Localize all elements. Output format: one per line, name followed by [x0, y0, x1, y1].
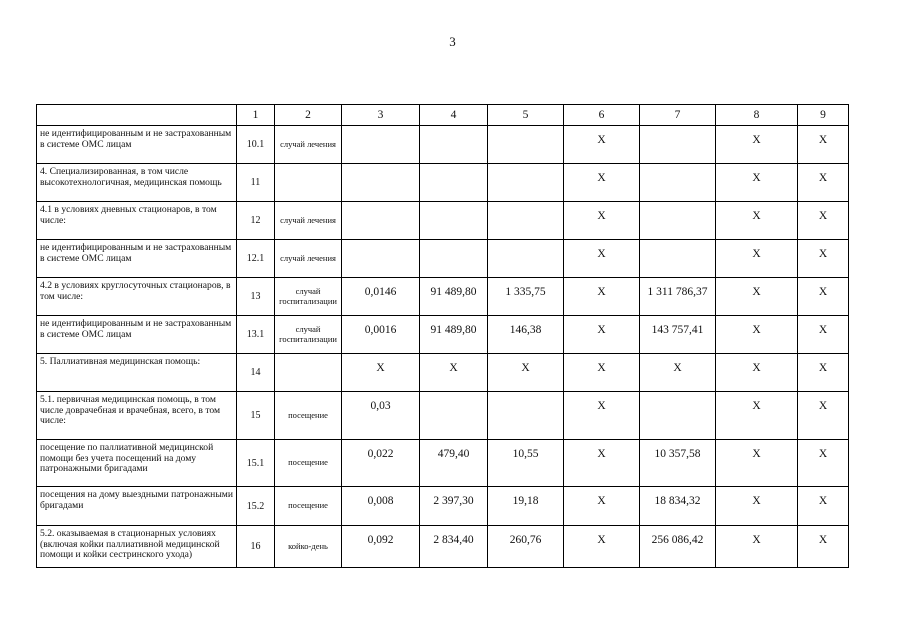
table-row — [37, 240, 849, 278]
col8-value: X — [716, 240, 798, 278]
col7-value: 1 311 786,37 — [640, 278, 716, 316]
row-description: посещения на дому выездными патронажными бригадами — [37, 487, 237, 526]
table-row — [37, 526, 849, 568]
col5-value: 1 335,75 — [488, 278, 564, 316]
row-number: 12 — [237, 202, 275, 240]
col6-value: X — [564, 526, 640, 568]
col9-value: X — [798, 126, 849, 164]
col3-value: 0,0016 — [342, 316, 420, 354]
row-unit: посещение — [275, 440, 342, 487]
row-unit: случай лечения — [275, 240, 342, 278]
col3-value: 0,008 — [342, 487, 420, 526]
row-unit: посещение — [275, 392, 342, 440]
col8-value: X — [716, 392, 798, 440]
col7-value — [640, 240, 716, 278]
col5-value — [488, 240, 564, 278]
col9-value: X — [798, 278, 849, 316]
col6-value: X — [564, 240, 640, 278]
row-unit: случай лечения — [275, 126, 342, 164]
col7-value: X — [640, 354, 716, 392]
header-cell: 1 — [237, 105, 275, 126]
col3-value — [342, 202, 420, 240]
row-number: 12.1 — [237, 240, 275, 278]
col4-value — [420, 392, 488, 440]
data-table — [36, 104, 849, 568]
col9-value: X — [798, 316, 849, 354]
row-number: 16 — [237, 526, 275, 568]
col4-value: 2 834,40 — [420, 526, 488, 568]
col6-value: X — [564, 278, 640, 316]
col3-value — [342, 164, 420, 202]
col4-value — [420, 240, 488, 278]
header-row — [37, 105, 849, 126]
row-unit: посещение — [275, 487, 342, 526]
col3-value: 0,03 — [342, 392, 420, 440]
row-description: 4.1 в условиях дневных стационаров, в том числе: — [37, 202, 237, 240]
col9-value: X — [798, 392, 849, 440]
header-cell — [37, 105, 237, 126]
row-number: 13.1 — [237, 316, 275, 354]
col4-value: 2 397,30 — [420, 487, 488, 526]
table-row — [37, 354, 849, 392]
row-description: 5.2. оказываемая в стационарных условиях (включая койки паллиативной медицинской помощи и койки сестринского ухода) — [37, 526, 237, 568]
col6-value: X — [564, 354, 640, 392]
row-number: 11 — [237, 164, 275, 202]
row-unit: койко-день — [275, 526, 342, 568]
header-cell: 3 — [342, 105, 420, 126]
col8-value: X — [716, 440, 798, 487]
row-number: 15 — [237, 392, 275, 440]
row-description: не идентифицированным и не застрахованным в системе ОМС лицам — [37, 316, 237, 354]
col5-value: 260,76 — [488, 526, 564, 568]
col5-value — [488, 164, 564, 202]
row-description: не идентифицированным и не застрахованным в системе ОМС лицам — [37, 126, 237, 164]
col3-value: 0,0146 — [342, 278, 420, 316]
row-unit: случай госпитализации — [275, 278, 342, 316]
row-description: 4. Специализированная, в том числе высокотехнологичная, медицинская помощь — [37, 164, 237, 202]
col3-value: 0,092 — [342, 526, 420, 568]
col8-value: X — [716, 202, 798, 240]
col9-value: X — [798, 240, 849, 278]
col9-value: X — [798, 164, 849, 202]
col4-value — [420, 164, 488, 202]
row-number: 15.1 — [237, 440, 275, 487]
col8-value: X — [716, 126, 798, 164]
col5-value: X — [488, 354, 564, 392]
col4-value — [420, 202, 488, 240]
header-cell: 9 — [798, 105, 849, 126]
row-unit: случай лечения — [275, 202, 342, 240]
header-cell: 7 — [640, 105, 716, 126]
col5-value — [488, 202, 564, 240]
col3-value: 0,022 — [342, 440, 420, 487]
col7-value: 10 357,58 — [640, 440, 716, 487]
col9-value: X — [798, 440, 849, 487]
row-unit — [275, 164, 342, 202]
col6-value: X — [564, 487, 640, 526]
col9-value: X — [798, 526, 849, 568]
row-unit: случай госпитализации — [275, 316, 342, 354]
col8-value: X — [716, 354, 798, 392]
table-row — [37, 126, 849, 164]
col8-value: X — [716, 487, 798, 526]
col3-value: X — [342, 354, 420, 392]
table-row — [37, 440, 849, 487]
col5-value: 19,18 — [488, 487, 564, 526]
col7-value — [640, 126, 716, 164]
col9-value: X — [798, 354, 849, 392]
col9-value: X — [798, 487, 849, 526]
col3-value — [342, 126, 420, 164]
col8-value: X — [716, 316, 798, 354]
row-number: 14 — [237, 354, 275, 392]
col7-value: 256 086,42 — [640, 526, 716, 568]
header-cell: 2 — [275, 105, 342, 126]
col5-value: 10,55 — [488, 440, 564, 487]
col7-value: 143 757,41 — [640, 316, 716, 354]
col7-value — [640, 392, 716, 440]
row-description: 4.2 в условиях круглосуточных стационаров, в том числе: — [37, 278, 237, 316]
header-cell: 8 — [716, 105, 798, 126]
col7-value — [640, 202, 716, 240]
col7-value: 18 834,32 — [640, 487, 716, 526]
col9-value: X — [798, 202, 849, 240]
row-description: не идентифицированным и не застрахованным в системе ОМС лицам — [37, 240, 237, 278]
col6-value: X — [564, 202, 640, 240]
col4-value — [420, 126, 488, 164]
col5-value: 146,38 — [488, 316, 564, 354]
col6-value: X — [564, 440, 640, 487]
col8-value: X — [716, 164, 798, 202]
table-row — [37, 316, 849, 354]
col5-value — [488, 392, 564, 440]
row-number: 10.1 — [237, 126, 275, 164]
col7-value — [640, 164, 716, 202]
col8-value: X — [716, 278, 798, 316]
header-cell: 5 — [488, 105, 564, 126]
row-number: 15.2 — [237, 487, 275, 526]
table-row — [37, 487, 849, 526]
col6-value: X — [564, 316, 640, 354]
col5-value — [488, 126, 564, 164]
row-number: 13 — [237, 278, 275, 316]
header-cell: 6 — [564, 105, 640, 126]
table-row — [37, 392, 849, 440]
col4-value: X — [420, 354, 488, 392]
col8-value: X — [716, 526, 798, 568]
row-description: посещение по паллиативной медицинской помощи без учета посещений на дому патронажными бригадами — [37, 440, 237, 487]
table-row — [37, 278, 849, 316]
col4-value: 91 489,80 — [420, 316, 488, 354]
row-description: 5. Паллиативная медицинская помощь: — [37, 354, 237, 392]
row-unit — [275, 354, 342, 392]
col3-value — [342, 240, 420, 278]
col4-value: 479,40 — [420, 440, 488, 487]
header-cell: 4 — [420, 105, 488, 126]
row-description: 5.1. первичная медицинская помощь, в том числе доврачебная и врачебная, всего, в том числе: — [37, 392, 237, 440]
table-row — [37, 202, 849, 240]
col6-value: X — [564, 164, 640, 202]
col6-value: X — [564, 392, 640, 440]
col4-value: 91 489,80 — [420, 278, 488, 316]
page-number: 3 — [449, 34, 456, 49]
col6-value: X — [564, 126, 640, 164]
table-row — [37, 164, 849, 202]
